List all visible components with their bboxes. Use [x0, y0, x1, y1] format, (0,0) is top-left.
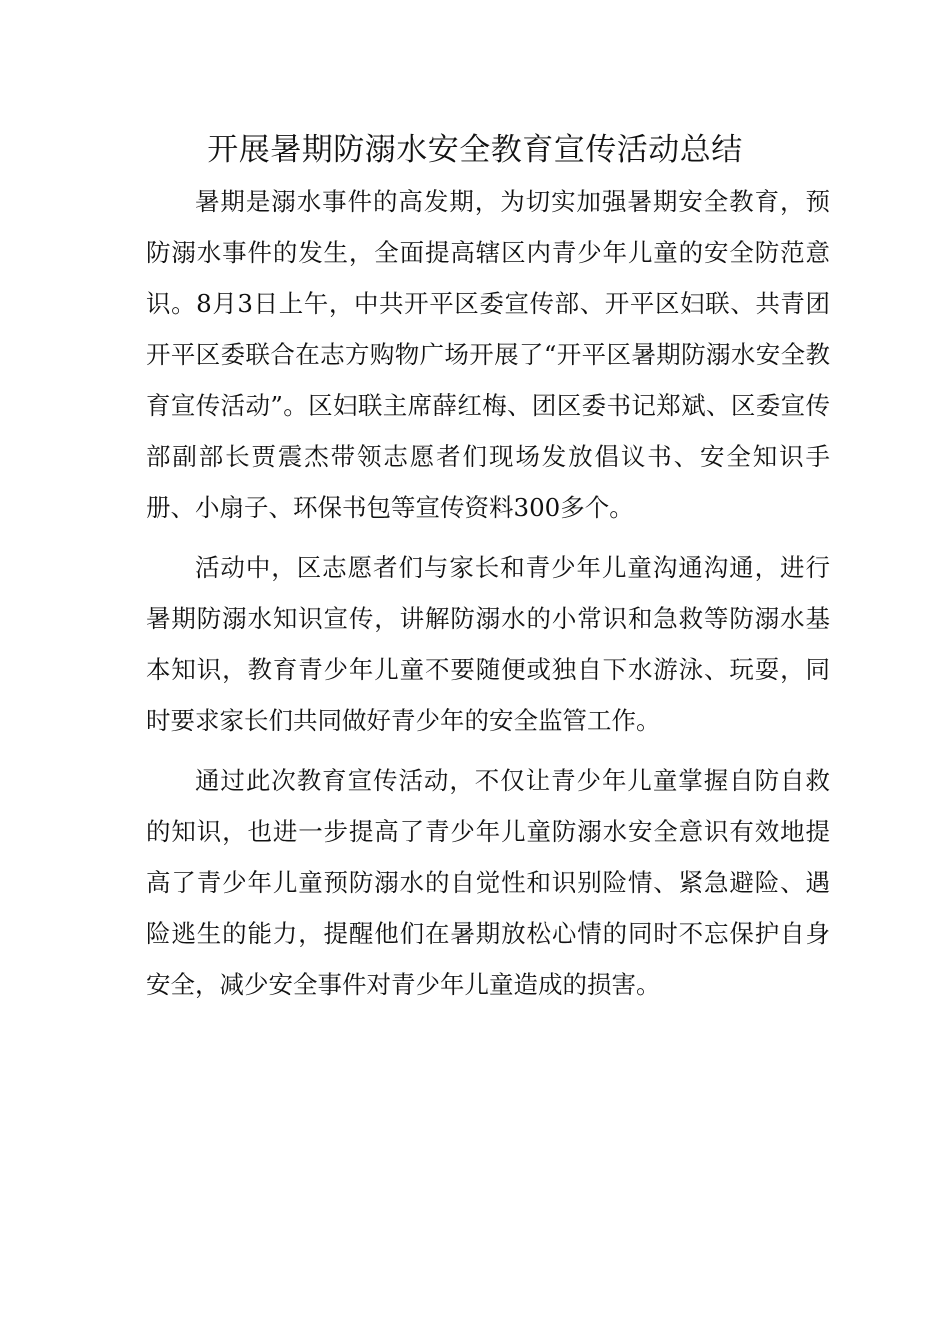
paragraph-2: 活动中，区志愿者们与家长和青少年儿童沟通沟通，进行暑期防溺水知识宣传，讲解防溺水的小常识和急救等防溺水基本知识，教育青少年儿童不要随便或独自下水游泳、玩耍，同时要求家长们共同做好青少年的安全监管工作。: [146, 553, 830, 735]
paragraph-1: 暑期是溺水事件的高发期，为切实加强暑期安全教育，预防溺水事件的发生，全面提高辖区内青少年儿童的安全防范意识。8月3日上午，中共开平区委宣传部、开平区妇联、共青团开平区委联合在志方购物广场开展了“开平区暑期防溺水安全教育宣传活动”。区妇联主席薛红梅、团区委书记郑斌、区委宣传部副部长贾震杰带领志愿者们现场发放倡议书、安全知识手册、小扇子、环保书包等宣传资料300多个。: [146, 187, 830, 522]
document-title: 开展暑期防溺水安全教育宣传活动总结: [207, 132, 743, 168]
document-body: [146, 176, 830, 1019]
paragraph-3: 通过此次教育宣传活动，不仅让青少年儿童掌握自防自救的知识，也进一步提高了青少年儿童防溺水安全意识有效地提高了青少年儿童预防溺水的自觉性和识别险情、紧急避险、遇险逃生的能力，提醒他们在暑期放松心情的同时不忘保护自身安全，减少安全事件对青少年儿童造成的损害。: [146, 766, 830, 999]
